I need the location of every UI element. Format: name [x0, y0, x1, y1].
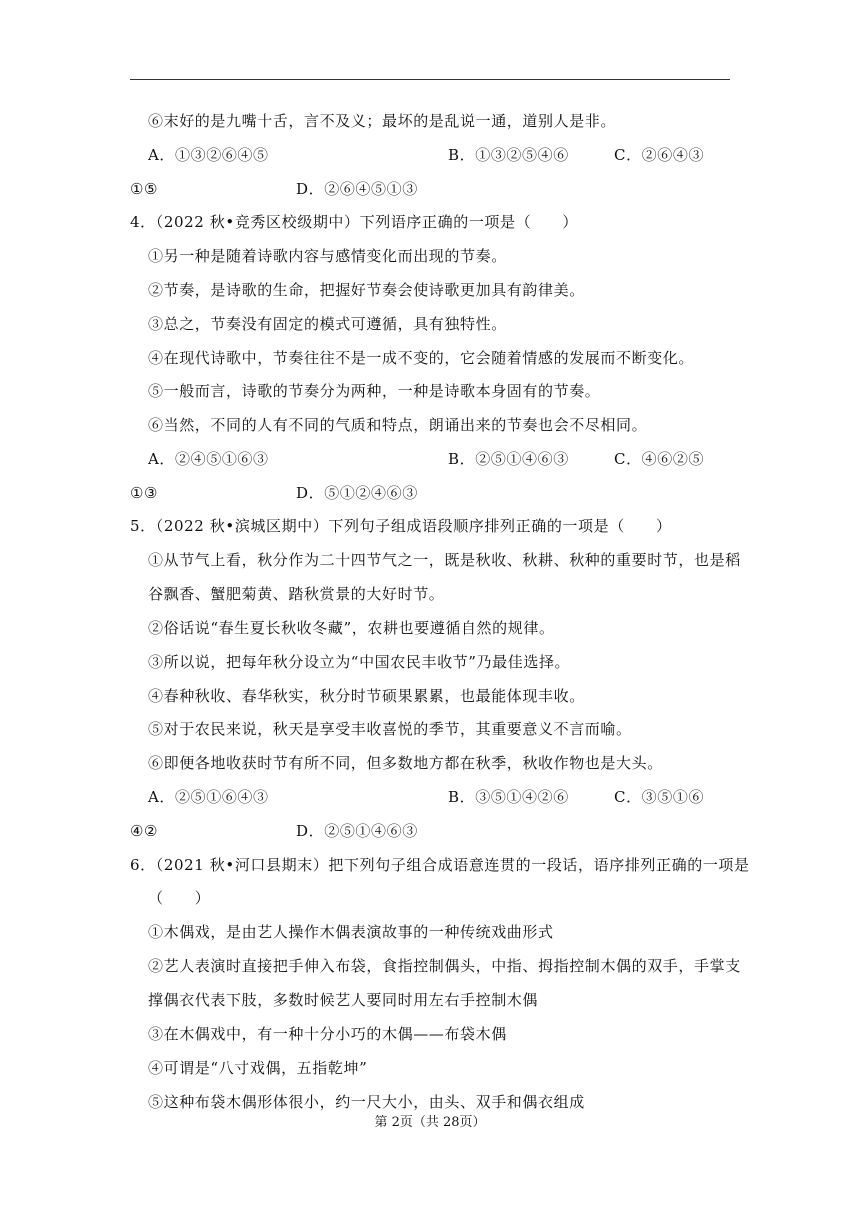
q5-item-6: ⑥即便各地收获时节有所不同，但多数地方都在秋季，秋收作物也是大头。 [148, 754, 663, 772]
q5-option-c: C．③⑤①⑥ [614, 788, 705, 806]
q4-item-2: ②节奏，是诗歌的生命，把握好节奏会使诗歌更加具有韵律美。 [148, 281, 585, 299]
q6-item-4: ④可谓是“八寸戏偶，五指乾坤” [148, 1059, 368, 1077]
q5-item-1-cont: 谷飘香、蟹肥菊黄、踏秋赏景的大好时节。 [148, 585, 445, 603]
q4-option-c-cont: ①③ [130, 484, 159, 502]
q4-item-1: ①另一种是随着诗歌内容与感情变化而出现的节奏。 [148, 247, 507, 265]
q4-option-b: B．②⑤①④⑥③ [448, 450, 569, 468]
q3-option-b: B．①③②⑤④⑥ [448, 146, 569, 164]
q6-item-2: ②艺人表演时直接把手伸入布袋，食指控制偶头，中指、拇指控制木偶的双手，手掌支 [148, 957, 741, 975]
q5-item-5: ⑤对于农民来说，秋天是享受丰收喜悦的季节，其重要意义不言而喻。 [148, 720, 632, 738]
q5-option-a: A．②⑤①⑥④③ [148, 788, 269, 806]
q6-item-3: ③在木偶戏中，有一种十分小巧的木偶——布袋木偶 [148, 1025, 507, 1043]
q4-item-3: ③总之，节奏没有固定的模式可遵循，具有独特性。 [148, 315, 507, 333]
q4-option-c: C．④⑥②⑤ [614, 450, 705, 468]
q3-option-c-cont: ①⑤ [130, 180, 159, 198]
q6-stem-cont: （ ） [148, 889, 211, 907]
q5-item-1: ①从节气上看，秋分作为二十四节气之一，既是秋收、秋耕、秋种的重要时节，也是稻 [148, 551, 741, 569]
q6-stem: 6．（2021 秋•河口县期末）把下列句子组合成语意连贯的一段话，语序排列正确的一项是 [130, 856, 750, 874]
q5-option-d: D．②⑤①④⑥③ [296, 822, 418, 840]
q3-option-a: A．①③②⑥④⑤ [148, 146, 269, 164]
q4-item-6: ⑥当然，不同的人有不同的气质和特点，朗诵出来的节奏也会不尽相同。 [148, 416, 648, 434]
q4-option-a: A．②④⑤①⑥③ [148, 450, 269, 468]
q5-item-4: ④春种秋收、春华秋实，秋分时节硕果累累，也最能体现丰收。 [148, 687, 585, 705]
q3-option-c: C．②⑥④③ [614, 146, 705, 164]
q3-option-d: D．②⑥④⑤①③ [296, 180, 418, 198]
q5-item-2: ②俗话说“春生夏长秋收冬藏”，农耕也要遵循自然的规律。 [148, 619, 555, 637]
q4-option-d: D．⑤①②④⑥③ [296, 484, 418, 502]
q4-item-5: ⑤一般而言，诗歌的节奏分为两种，一种是诗歌本身固有的节奏。 [148, 382, 601, 400]
q3-item-6: ⑥末好的是九嘴十舌，言不及义；最坏的是乱说一通，道别人是非。 [148, 112, 617, 130]
q6-item-1: ①木偶戏，是由艺人操作木偶表演故事的一种传统戏曲形式 [148, 923, 554, 941]
q4-stem: 4．（2022 秋•竞秀区校级期中）下列语序正确的一项是（ ） [130, 213, 579, 231]
q5-stem: 5．（2022 秋•滨城区期中）下列句子组成语段顺序排列正确的一项是（ ） [130, 517, 672, 535]
q6-item-2-cont: 撑偶衣代表下肢，多数时候艺人要同时用左右手控制木偶 [148, 991, 539, 1009]
header-rule [130, 79, 730, 80]
q5-option-b: B．③⑤①④②⑥ [448, 788, 569, 806]
page-footer: 第 2页（共 28页） [374, 1115, 486, 1130]
q5-item-3: ③所以说，把每年秋分设立为“中国农民丰收节”乃最佳选择。 [148, 653, 571, 671]
q4-item-4: ④在现代诗歌中，节奏往往不是一成不变的，它会随着情感的发展而不断变化。 [148, 349, 695, 367]
q6-item-5: ⑤这种布袋木偶形体很小，约一尺大小，由头、双手和偶衣组成 [148, 1093, 585, 1111]
q5-option-c-cont: ④② [130, 822, 159, 840]
